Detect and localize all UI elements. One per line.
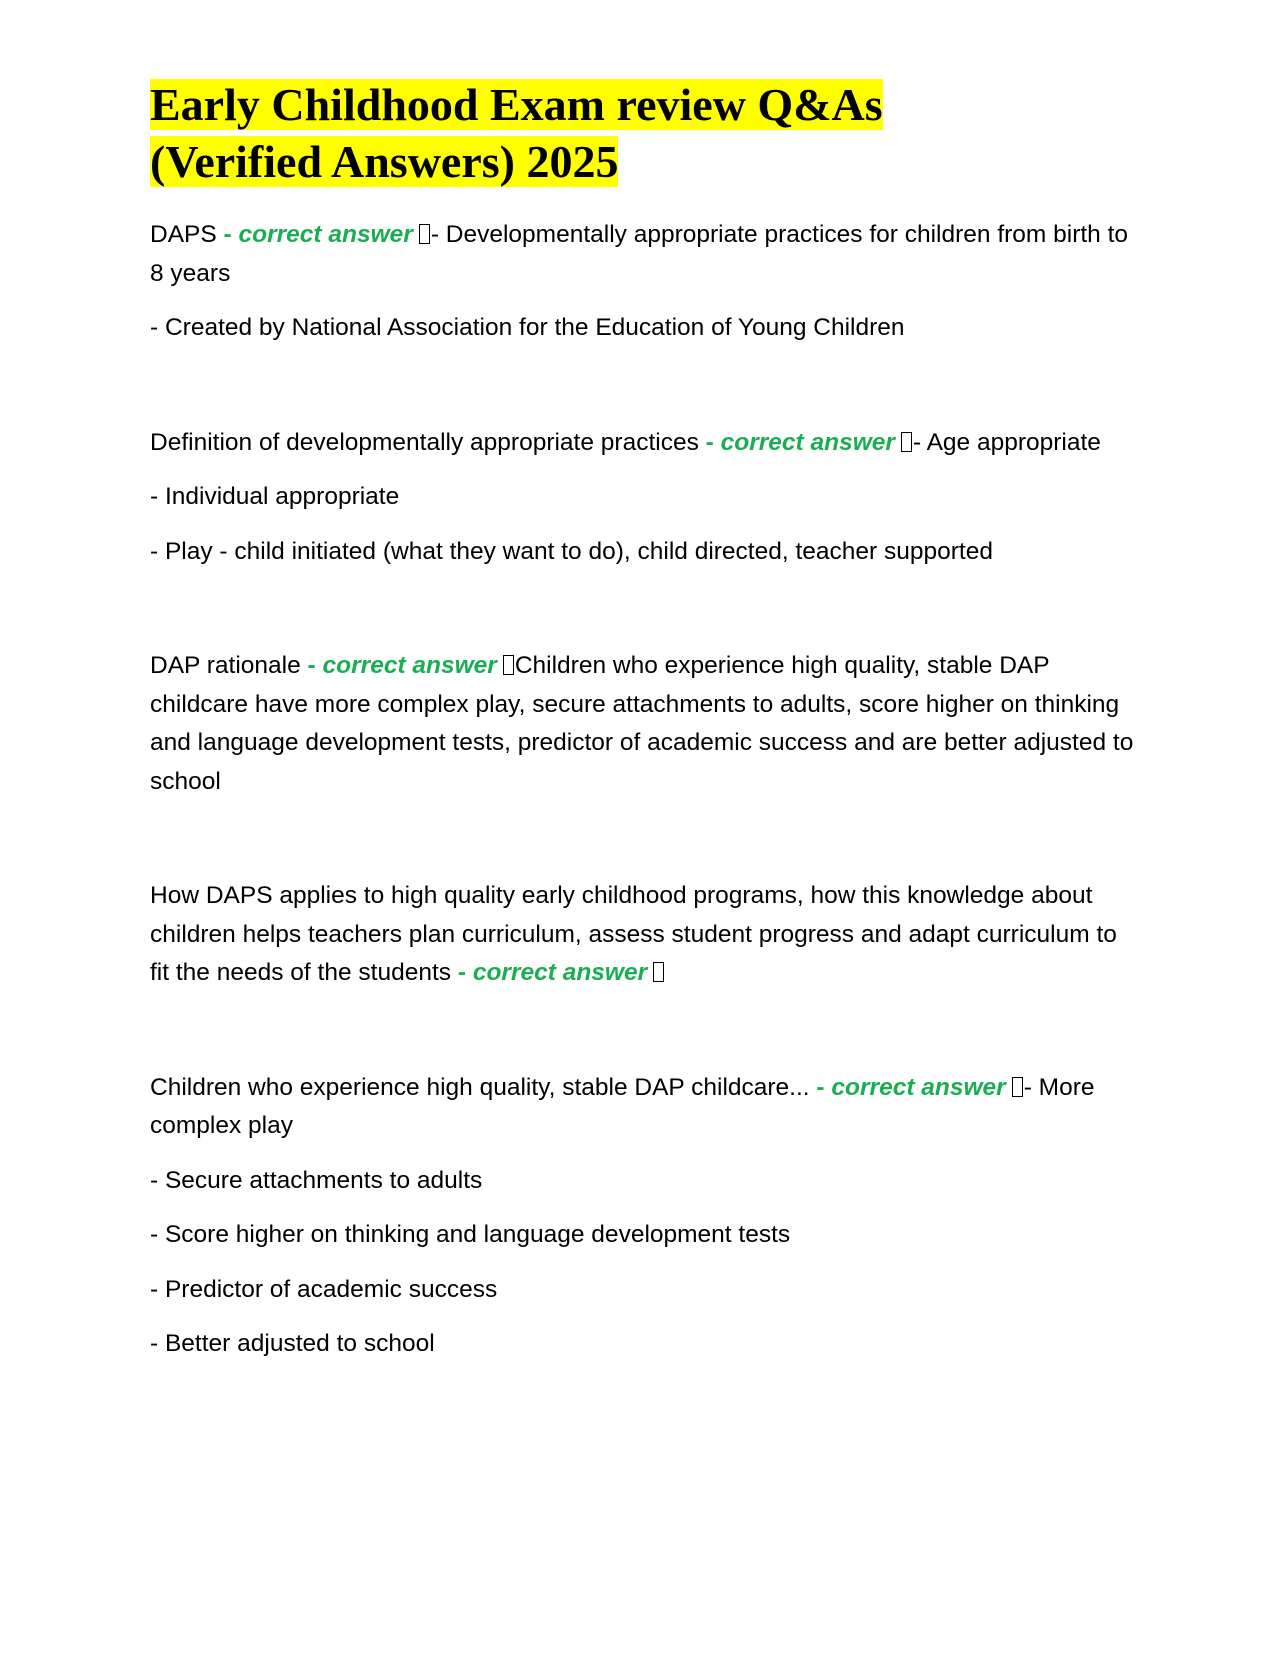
missing-glyph-box-icon — [503, 655, 514, 675]
qa-paragraph — [150, 216, 1140, 293]
qa-paragraph — [150, 424, 1140, 463]
answer-text: - Developmentally appropriate practices for children from birth to 8 years — [150, 221, 1129, 287]
document-content — [150, 76, 1140, 1364]
missing-glyph-box-icon — [653, 962, 664, 982]
document-title — [150, 76, 1140, 190]
qa-paragraph — [150, 647, 1140, 801]
answer-separator: - — [223, 221, 232, 248]
answer-separator: - — [816, 1073, 825, 1101]
answer-text: - Age appropriate — [912, 428, 1101, 456]
qa-paragraph — [150, 877, 1140, 993]
correct-answer-label: correct answer — [238, 221, 413, 248]
question-text: Children who experience high quality, stable DAP childcare... — [150, 1073, 810, 1101]
correct-answer-label: correct answer — [472, 959, 648, 986]
qa-item — [150, 877, 1140, 993]
answer-line: - Play - child initiated (what they want to do), child directed, teacher supported — [150, 537, 993, 565]
answer-line: - Secure attachments to adults — [150, 1166, 483, 1194]
question-text: DAP rationale — [150, 652, 301, 679]
qa-item — [150, 647, 1140, 801]
answer-line: - Created by National Association for the Education of Young Children — [150, 314, 905, 341]
missing-glyph-box-icon — [901, 432, 912, 452]
question-text: Definition of developmentally appropriate practices — [150, 428, 699, 456]
correct-answer-label: correct answer — [322, 652, 497, 679]
correct-answer-label: correct answer — [720, 428, 895, 456]
missing-glyph-box-icon — [1012, 1077, 1023, 1097]
answer-line: - Individual appropriate — [150, 483, 400, 510]
qa-paragraph — [150, 1069, 1140, 1146]
answer-line: - Score higher on thinking and language development tests — [150, 1221, 791, 1248]
answer-line: - Better adjusted to school — [150, 1330, 435, 1357]
title-line-2: (Verified Answers) 2025 — [150, 136, 619, 187]
qa-item — [150, 1069, 1140, 1364]
answer-separator: - — [457, 959, 466, 986]
answer-text: - More complex play — [150, 1073, 1095, 1139]
question-text: DAPS — [150, 221, 217, 248]
qa-item — [150, 216, 1140, 348]
title-line-1: Early Childhood Exam review Q&As — [150, 79, 883, 130]
correct-answer-label: correct answer — [831, 1073, 1006, 1101]
qa-item — [150, 424, 1140, 572]
answer-text: Children who experience high quality, stable DAP childcare have more complex play, secure attachments to adults, score higher on thinking and language development tests, predictor of academic success and are better adjusted to school — [150, 652, 1134, 795]
answer-line: - Predictor of academic success — [150, 1275, 498, 1303]
missing-glyph-box-icon — [419, 224, 430, 244]
answer-separator: - — [307, 652, 316, 679]
answer-separator: - — [705, 428, 714, 456]
question-text: How DAPS applies to high quality early childhood programs, how this knowledge about children helps teachers plan curriculum, assess student progress and adapt curriculum to fit the needs of the students — [150, 882, 1117, 986]
